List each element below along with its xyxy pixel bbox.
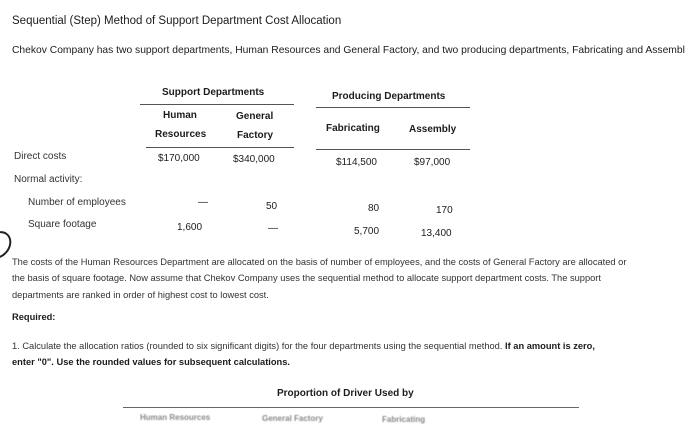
question-line-1	[12, 341, 595, 351]
page-title: Sequential (Step) Method of Support Department Cost Allocation	[12, 15, 342, 27]
row-label-employees: Number of employees	[28, 197, 126, 208]
col-general-line1: General	[236, 111, 274, 122]
proportion-col-hr: Human Resources	[140, 413, 211, 422]
support-header-rule	[140, 104, 294, 105]
producing-header-rule	[316, 107, 470, 108]
cell-direct-costs-asm: $97,000	[414, 157, 451, 168]
cell-employees-asm: 170	[436, 205, 453, 216]
question-line-2-zero: enter "0".	[12, 357, 54, 367]
cell-square-footage-fab: 5,700	[354, 226, 380, 237]
cell-employees-gf: 50	[266, 201, 278, 212]
col-human-line2: Resources	[155, 129, 207, 140]
cell-employees-fab: 80	[368, 203, 380, 214]
cell-direct-costs-fab: $114,500	[336, 157, 377, 168]
paragraph-line-2: the basis of square footage. Now assume that Chekov Company uses the sequential method to allocate support department costs. The support	[12, 273, 601, 283]
proportion-col-gf: General Factory	[262, 414, 323, 423]
support-departments-header: Support Departments	[162, 87, 265, 98]
col-general-line2: Factory	[237, 130, 274, 141]
row-label-normal-activity: Normal activity:	[14, 174, 83, 185]
required-label: Required:	[12, 312, 56, 322]
question-line-1-text: 1. Calculate the allocation ratios (rounded to six significant digits) for the four departments using the sequential method.	[12, 341, 503, 351]
cell-direct-costs-gf: $340,000	[233, 154, 275, 165]
proportion-col-fab: Fabricating	[382, 415, 426, 424]
col-human-line1: Human	[163, 110, 197, 121]
paragraph-line-3: departments are ranked in order of highest cost to lowest cost.	[12, 290, 269, 300]
cell-square-footage-hr: 1,600	[177, 222, 203, 233]
row-label-square-footage: Square footage	[28, 219, 97, 230]
question-line-1-bold: If an amount is zero,	[505, 341, 595, 351]
proportion-rule	[123, 407, 579, 408]
question-line-2-bold: Use the rounded values for subsequent calculations.	[56, 357, 290, 367]
col-fabricating: Fabricating	[326, 123, 380, 134]
paragraph-line-1: The costs of the Human Resources Department are allocated on the basis of number of employees, and the costs of General Factory are allocated or	[12, 257, 627, 267]
producing-departments-header: Producing Departments	[332, 91, 446, 102]
proportion-heading: Proportion of Driver Used by	[277, 388, 414, 399]
producing-columns-rule	[316, 149, 470, 150]
intro-text: Chekov Company has two support departments, Human Resources and General Factory, and two producing departments, Fabricating and Assembl	[12, 45, 685, 56]
cell-square-footage-gf: —	[268, 223, 278, 234]
cell-employees-hr: —	[198, 197, 208, 208]
row-label-direct-costs: Direct costs	[14, 151, 67, 162]
cell-direct-costs-hr: $170,000	[158, 153, 200, 164]
col-assembly: Assembly	[409, 124, 457, 135]
question-line-2	[12, 357, 290, 367]
cell-square-footage-asm: 13,400	[421, 228, 452, 239]
support-columns-rule	[146, 147, 294, 148]
